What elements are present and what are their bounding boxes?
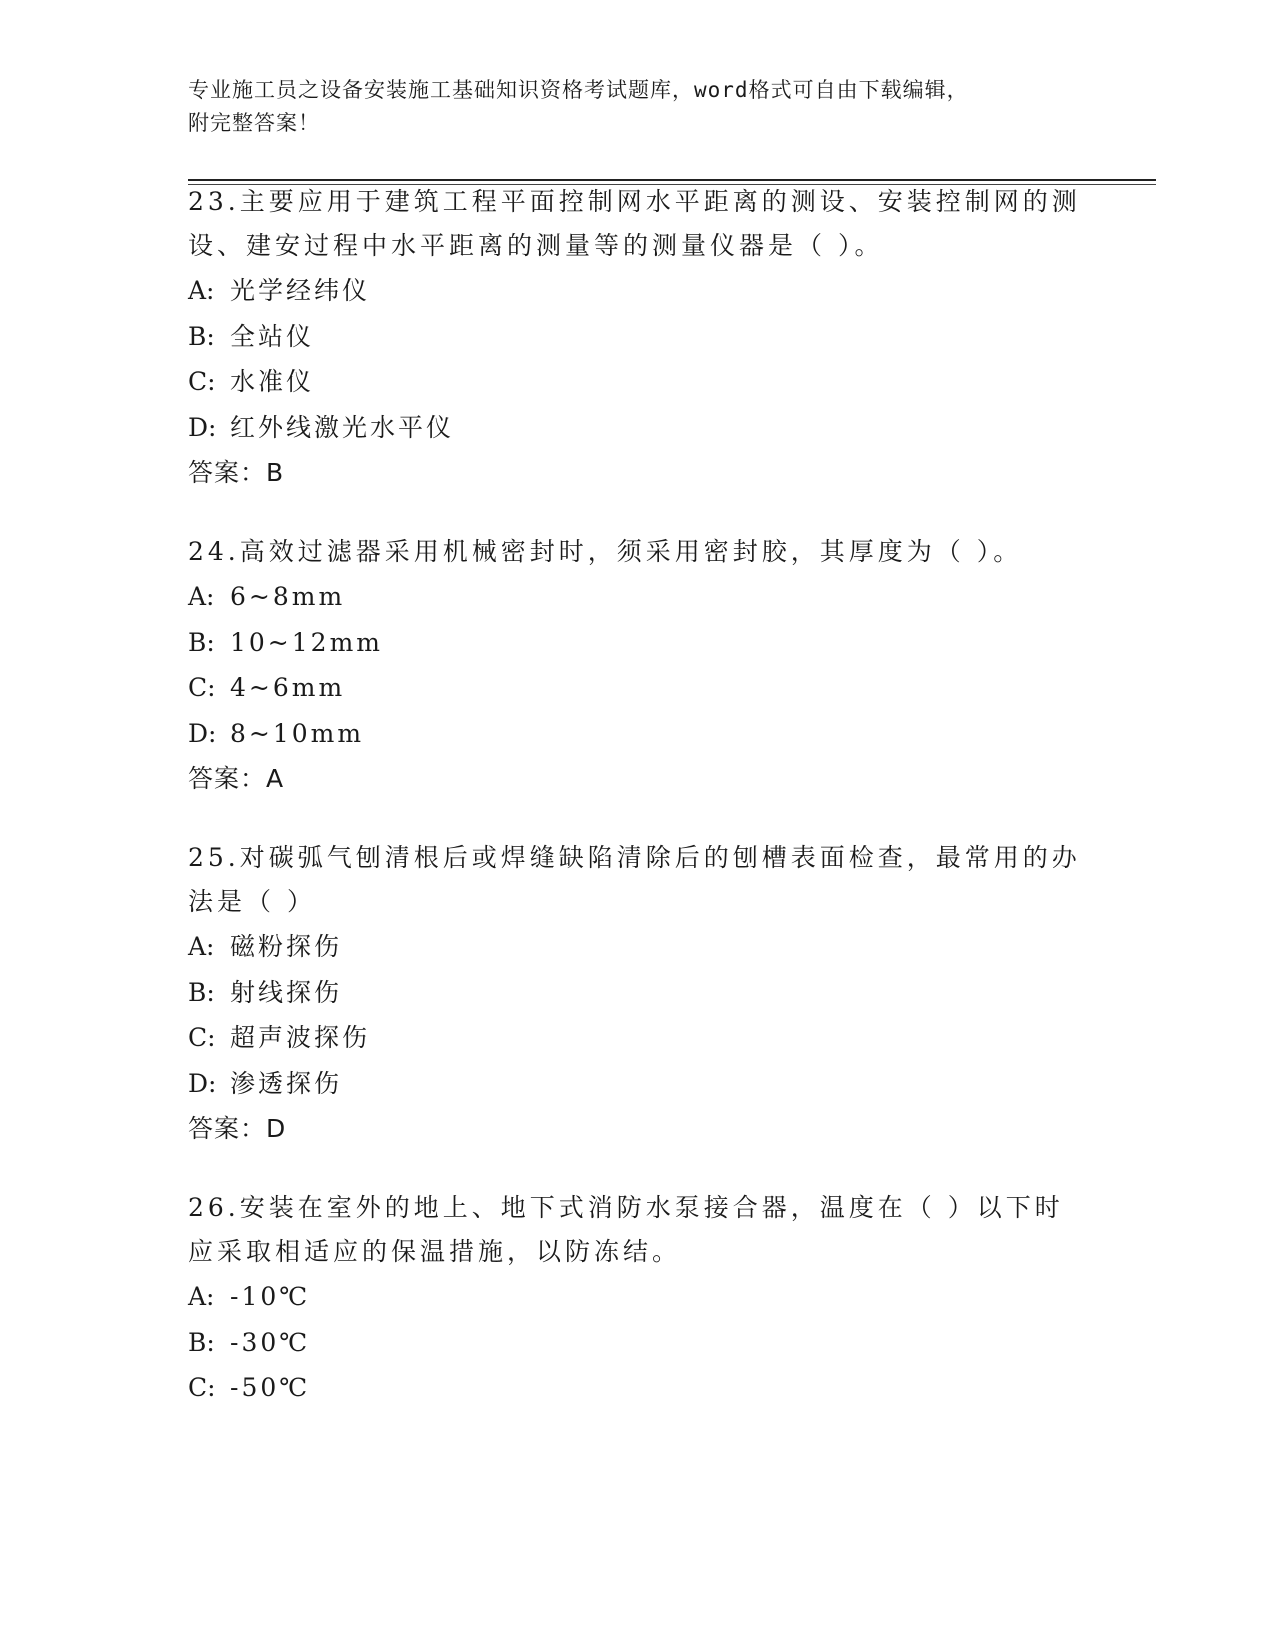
answer-line: 答案：D <box>188 1114 287 1143</box>
option-b <box>188 620 1088 666</box>
option-a <box>188 924 1088 970</box>
option-label: C: <box>188 673 216 702</box>
option-text: 4~6mm <box>230 673 346 702</box>
question-stem-line: 26.安装在室外的地上、地下式消防水泵接合器，温度在（ ）以下时 <box>188 1193 1064 1222</box>
option-text: 全站仪 <box>230 321 315 351</box>
option-d <box>188 711 1088 757</box>
option-a <box>188 1274 1088 1320</box>
option-text: 射线探伤 <box>230 977 343 1007</box>
option-text: 红外线激光水平仪 <box>230 412 455 442</box>
question-stem-line: 法是（ ） <box>188 887 316 916</box>
option-c <box>188 359 1088 405</box>
option-c <box>188 1365 1088 1411</box>
option-label: D: <box>188 412 217 442</box>
option-text: -10℃ <box>230 1282 311 1311</box>
option-text: 磁粉探伤 <box>230 932 343 961</box>
question-stem <box>188 836 1088 924</box>
option-text: -30℃ <box>230 1327 311 1357</box>
question-stem-line: 25.对碳弧气刨清根后或焊缝缺陷清除后的刨槽表面检查，最常用的办 <box>188 843 1081 872</box>
question-stem <box>188 180 1088 268</box>
option-label: A: <box>188 276 215 305</box>
option-text: 10~12mm <box>230 627 383 657</box>
option-text: 超声波探伤 <box>230 1023 371 1052</box>
question-stem <box>188 530 1088 574</box>
option-a <box>188 268 1088 314</box>
question-23 <box>188 180 1088 495</box>
option-label: B: <box>188 977 215 1007</box>
option-label: C: <box>188 1373 216 1402</box>
option-label: D: <box>188 1068 217 1098</box>
option-text: 光学经纬仪 <box>230 276 371 305</box>
question-stem-line: 24.高效过滤器采用机械密封时，须采用密封胶，其厚度为（ ）。 <box>188 537 1023 566</box>
option-text: 水准仪 <box>230 367 315 396</box>
document-header <box>188 74 1088 140</box>
option-b <box>188 1320 1088 1366</box>
option-label: A: <box>188 582 215 611</box>
question-stem-line: 23.主要应用于建筑工程平面控制网水平距离的测设、安装控制网的测 <box>188 187 1081 216</box>
option-text: -50℃ <box>230 1373 311 1402</box>
option-label: A: <box>188 1282 215 1311</box>
option-a <box>188 574 1088 620</box>
option-c <box>188 665 1088 711</box>
option-label: C: <box>188 367 216 396</box>
option-label: D: <box>188 718 217 748</box>
option-d <box>188 405 1088 451</box>
question-24 <box>188 530 1088 801</box>
answer-line: 答案：A <box>188 764 285 793</box>
header-line-2: 附完整答案！ <box>188 111 320 135</box>
option-text: 6~8mm <box>230 582 346 611</box>
question-25 <box>188 836 1088 1151</box>
question-stem <box>188 1186 1088 1274</box>
option-label: B: <box>188 321 215 351</box>
option-c <box>188 1015 1088 1061</box>
option-text: 渗透探伤 <box>230 1068 343 1098</box>
header-line-1: 专业施工员之设备安装施工基础知识资格考试题库，word格式可自由下载编辑， <box>188 78 969 102</box>
option-label: B: <box>188 1327 215 1357</box>
question-stem-line: 应采取相适应的保温措施，以防冻结。 <box>188 1237 682 1266</box>
option-d <box>188 1061 1088 1107</box>
option-label: B: <box>188 627 215 657</box>
option-label: A: <box>188 932 215 961</box>
question-stem-line: 设、建安过程中水平距离的测量等的测量仪器是（ ）。 <box>188 231 884 260</box>
option-b <box>188 314 1088 360</box>
option-b <box>188 970 1088 1016</box>
answer-line: 答案：B <box>188 458 285 487</box>
option-label: C: <box>188 1023 216 1052</box>
option-text: 8~10mm <box>230 718 365 748</box>
question-26 <box>188 1186 1088 1411</box>
